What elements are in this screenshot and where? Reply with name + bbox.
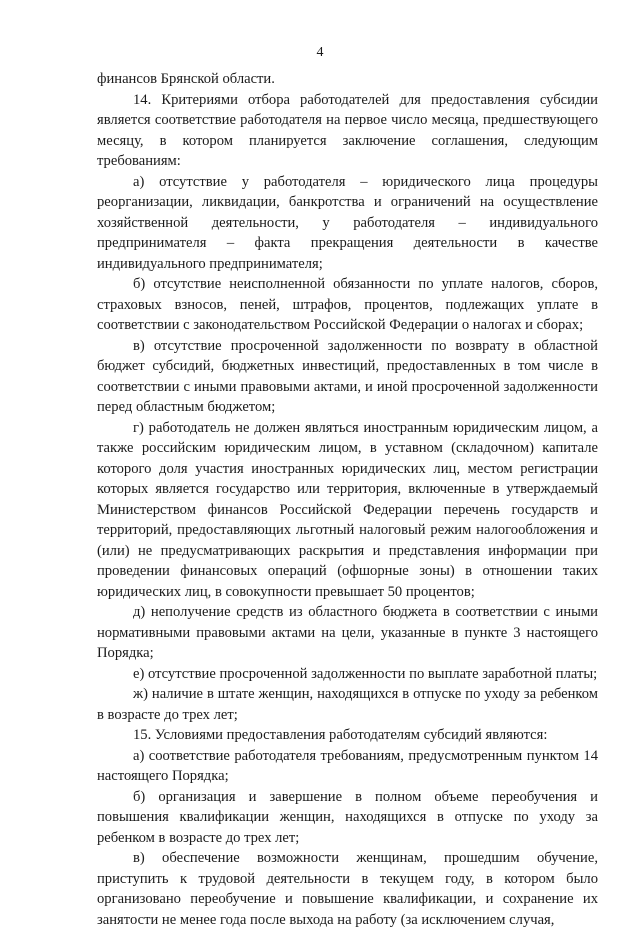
paragraph-clause-14: 14. Критериями отбора работодателей для предоставления субсидии является соответствие работодателя на первое число месяца, предшествующего месяцу, в котором планируется заключение соглашения, следующим требованиям:: [97, 91, 598, 169]
paragraph-clause-15: 15. Условиями предоставления работодателям субсидий являются:: [133, 727, 548, 743]
paragraph-clause-15-item-a: а) соответствие работодателя требованиям, предусмотренным пунктом 14 настоящего Порядка;: [97, 747, 598, 784]
document-body: [97, 69, 598, 930]
paragraph-item-v: в) отсутствие просроченной задолженности по возврату в областной бюджет субсидий, бюджетных инвестиций, предоставленных в том числе в соответствии с иными правовыми актами, и иной просроченной задолженности перед областным бюджетом;: [97, 337, 598, 415]
paragraph-item-b: б) отсутствие неисполненной обязанности по уплате налогов, сборов, страховых взносов, пеней, штрафов, процентов, подлежащих уплате в соответствии с законодательством Российской Федерации о налогах и сборах;: [97, 276, 598, 333]
page-number: 4: [316, 45, 324, 60]
paragraph-clause-15-item-b: б) организация и завершение в полном объеме переобучения и повышения квалификации женщин, находящихся в отпуске по уходу за ребенком в возрасте до трех лет;: [97, 788, 598, 846]
paragraph-continuation: финансов Брянской области.: [97, 71, 275, 87]
paragraph-item-d: д) неполучение средств из областного бюджета в соответствии с иными нормативными правовыми актами на цели, указанные в пункте 3 настоящего Порядка;: [97, 604, 598, 661]
paragraph-item-e: е) отсутствие просроченной задолженности по выплате заработной платы;: [133, 665, 598, 682]
paragraph-item-zh: ж) наличие в штате женщин, находящихся в отпуске по уходу за ребенком в возрасте до трех лет;: [97, 686, 598, 723]
paragraph-item-g: г) работодатель не должен являться иностранным юридическим лицом, а также российским юридическим лицом, в уставном (складочном) капитале которого доля участия иностранных юридических лиц, местом регистрации которых является государство или территория, включенные в утверждаемый Министерством финансов Российской Федерации перечень государств и территорий, предоставляющих льготный налоговый режим налогообложения и (или) не предусматривающих раскрытия и представления информации при проведении финансовых операций (офшорные зоны) в отношении таких юридических лиц, в совокупности превышает 50 процентов;: [97, 419, 598, 600]
paragraph-item-a: а) отсутствие у работодателя – юридического лица процедуры реорганизации, ликвидации, банкротства и ограничений на осуществление хозяйственной деятельности, у работодателя – индивидуального предпринимателя – факта прекращения деятельности в качестве индивидуального предпринимателя;: [97, 173, 598, 272]
paragraph-clause-15-item-v: в) обеспечение возможности женщинам, прошедшим обучение, приступить к трудовой деятельности в текущем году, в котором было организовано переобучение и повышение квалификации, и сохранение их занятости не менее года после выхода на работу (за исключением случая,: [97, 850, 598, 928]
